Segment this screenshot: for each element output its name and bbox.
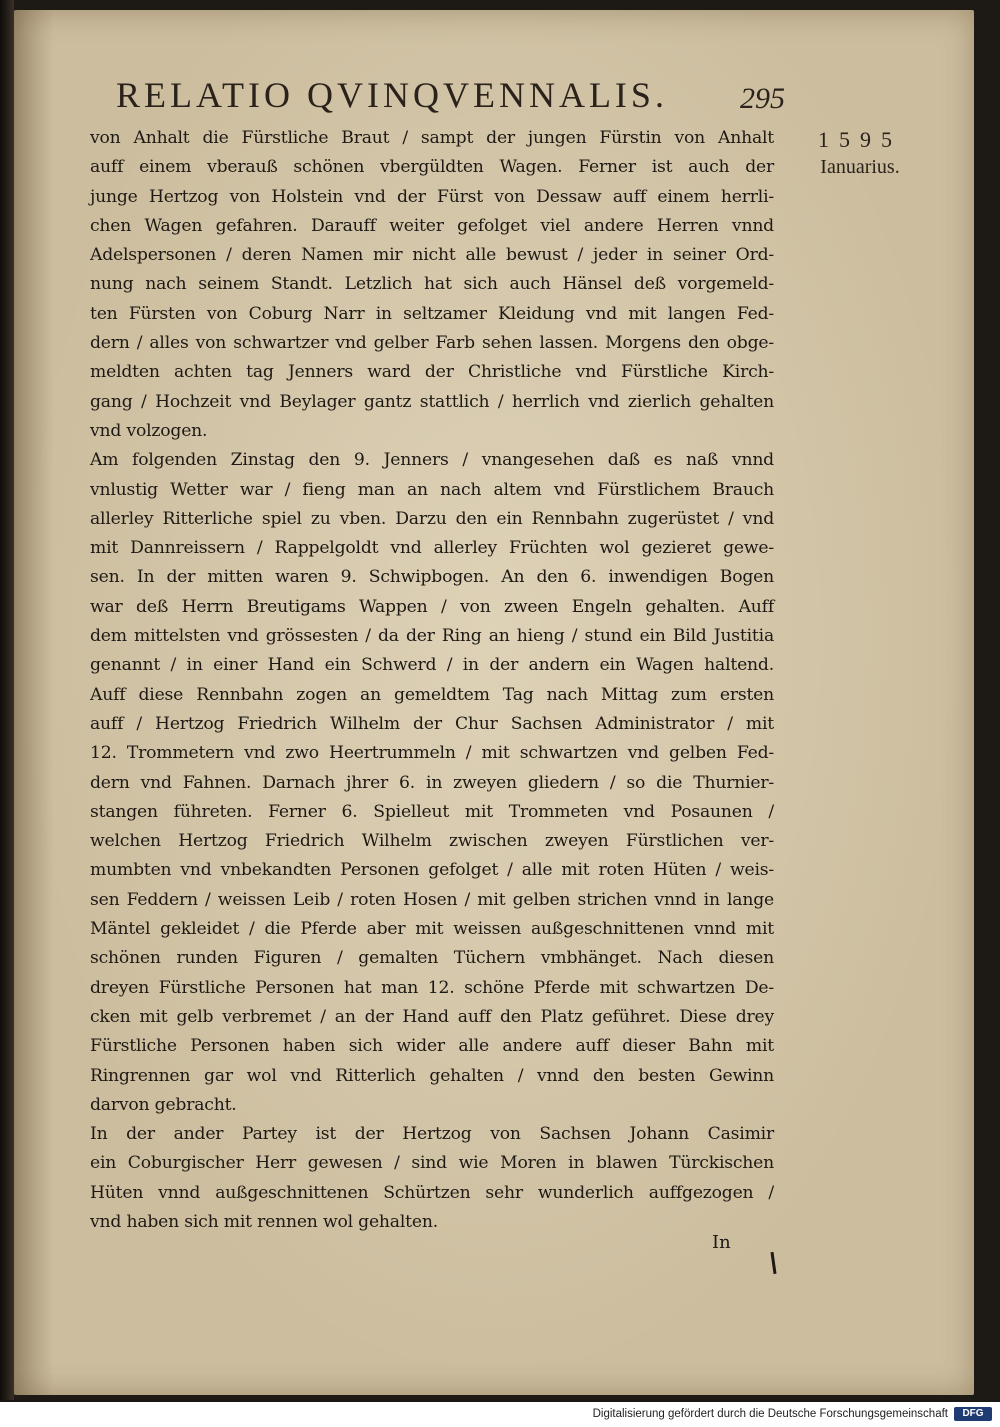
text-line: vnlustig Wetter war / fieng man an nach altem vnd Fürstlichem Brauch	[90, 479, 774, 500]
text-line: stangen führeten. Ferner 6. Spielleut mit Trommeten vnd Posaunen /	[90, 801, 774, 822]
catchword: In	[712, 1232, 731, 1253]
text-line: Ringrennen gar wol vnd Ritterlich gehalten / vnnd den besten Gewinn	[90, 1065, 774, 1086]
text-line: Am folgenden Zinstag den 9. Jenners / vnangesehen daß es naß vnnd	[90, 450, 774, 471]
text-line: gang / Hochzeit vnd Beylager gantz stattlich / herrlich vnd zierlich gehalten	[90, 391, 774, 412]
text-line: sen Feddern / weissen Leib / roten Hosen / mit gelben strichen vnnd in lange	[90, 889, 774, 910]
text-line: dem mittelsten vnd grössesten / da der Ring an hieng / stund ein Bild Justitia	[90, 626, 774, 647]
text-line: sen. In der mitten waren 9. Schwipbogen. An den 6. inwendigen Bogen	[90, 567, 774, 588]
text-line: meldten achten tag Jenners ward der Christliche vnd Fürstliche Kirch-	[90, 362, 774, 383]
text-line: In der ander Partey ist der Hertzog von Sachsen Johann Casimir	[90, 1124, 774, 1145]
text-line: darvon gebracht.	[90, 1094, 237, 1115]
text-line: mit Dannreissern / Rappelgoldt vnd allerley Früchten wol gezieret gewe-	[90, 538, 774, 559]
text-line: dern / alles von schwartzer vnd gelber Farb sehen lassen. Morgens den obge-	[90, 333, 774, 354]
text-line: dern vnd Fahnen. Darnach jhrer 6. in zweyen gliedern / so die Thurnier-	[90, 772, 774, 793]
page-header	[116, 74, 776, 118]
text-line: Adelspersonen / deren Namen mir nicht alle bewust / jeder in seiner Ord-	[90, 245, 774, 266]
page-number: 295	[740, 82, 785, 115]
text-line: vnd haben sich mit rennen wol gehalten.	[90, 1211, 438, 1232]
text-line: dreyen Fürstliche Personen hat man 12. schöne Pferde mit schwartzen De-	[90, 977, 774, 998]
margin-year: 1595	[818, 127, 902, 152]
text-line: Hüten vnnd außgeschnittenen Schürtzen sehr wunderlich auffgezogen /	[90, 1182, 774, 1203]
text-line: 12. Trommetern vnd zwo Heertrummeln / mit schwartzen vnd gelben Fed-	[90, 743, 774, 764]
text-line: allerley Ritterliche spiel zu vben. Darzu den ein Rennbahn zugerüstet / vnd	[90, 508, 774, 529]
text-line: nung nach seinem Standt. Letzlich hat sich auch Hänsel deß vorgemeld-	[90, 274, 774, 295]
text-line: Mäntel gekleidet / die Pferde aber mit weissen außgeschnittenen vnnd mit	[90, 919, 774, 940]
text-line: chen Wagen gefahren. Darauff weiter gefolget viel andere Herren vnnd	[90, 215, 774, 236]
body-text	[90, 124, 774, 1237]
text-line: cken mit gelb verbremet / an der Hand auff den Platz geführet. Diese drey	[90, 1006, 774, 1027]
text-line: auff einem vberauß schönen vbergüldten Wagen. Ferner ist auch der	[90, 157, 774, 178]
text-line: Auff diese Rennbahn zogen an gemeldtem Tag nach Mittag zum ersten	[90, 684, 774, 705]
text-line: genannt / in einer Hand ein Schwerd / in der andern ein Wagen haltend.	[90, 655, 774, 676]
running-title: RELATIO QVINQVENNALIS.	[116, 75, 668, 115]
credit-text: Digitalisierung gefördert durch die Deutsche Forschungsgemeinschaft	[592, 1408, 948, 1420]
text-line: ein Coburgischer Herr gewesen / sind wie Moren in blawen Türckischen	[90, 1153, 774, 1174]
text-line: von Anhalt die Fürstliche Braut / sampt der jungen Fürstin von Anhalt	[90, 128, 774, 148]
credit-bar	[0, 1402, 1000, 1427]
dfg-logo[interactable]: DFG	[954, 1407, 992, 1421]
text-line: vnd volzogen.	[90, 420, 208, 441]
text-line: junge Hertzog von Holstein vnd der Fürst von Dessaw auff einem herrli-	[90, 186, 774, 207]
text-line: war deß Herrn Breutigams Wappen / von zween Engeln gehalten. Auff	[90, 596, 774, 617]
margin-month: Ianuarius.	[820, 156, 900, 178]
text-line: mumbten vnd vnbekandten Personen gefolget / alle mit roten Hüten / weis-	[90, 860, 774, 881]
margin-note	[790, 126, 930, 180]
book-spine	[0, 0, 14, 1400]
text-line: auff / Hertzog Friedrich Wilhelm der Chur Sachsen Administrator / mit	[90, 713, 774, 734]
text-line: Fürstliche Personen haben sich wider alle andere auff dieser Bahn mit	[90, 1036, 774, 1057]
text-line: welchen Hertzog Friedrich Wilhelm zwischen zweyen Fürstlichen ver-	[90, 831, 774, 852]
text-line: schönen runden Figuren / gemalten Tüchern vmbhänget. Nach diesen	[90, 948, 774, 969]
text-line: ten Fürsten von Coburg Narr in seltzamer Kleidung vnd mit langen Fed-	[90, 303, 774, 324]
